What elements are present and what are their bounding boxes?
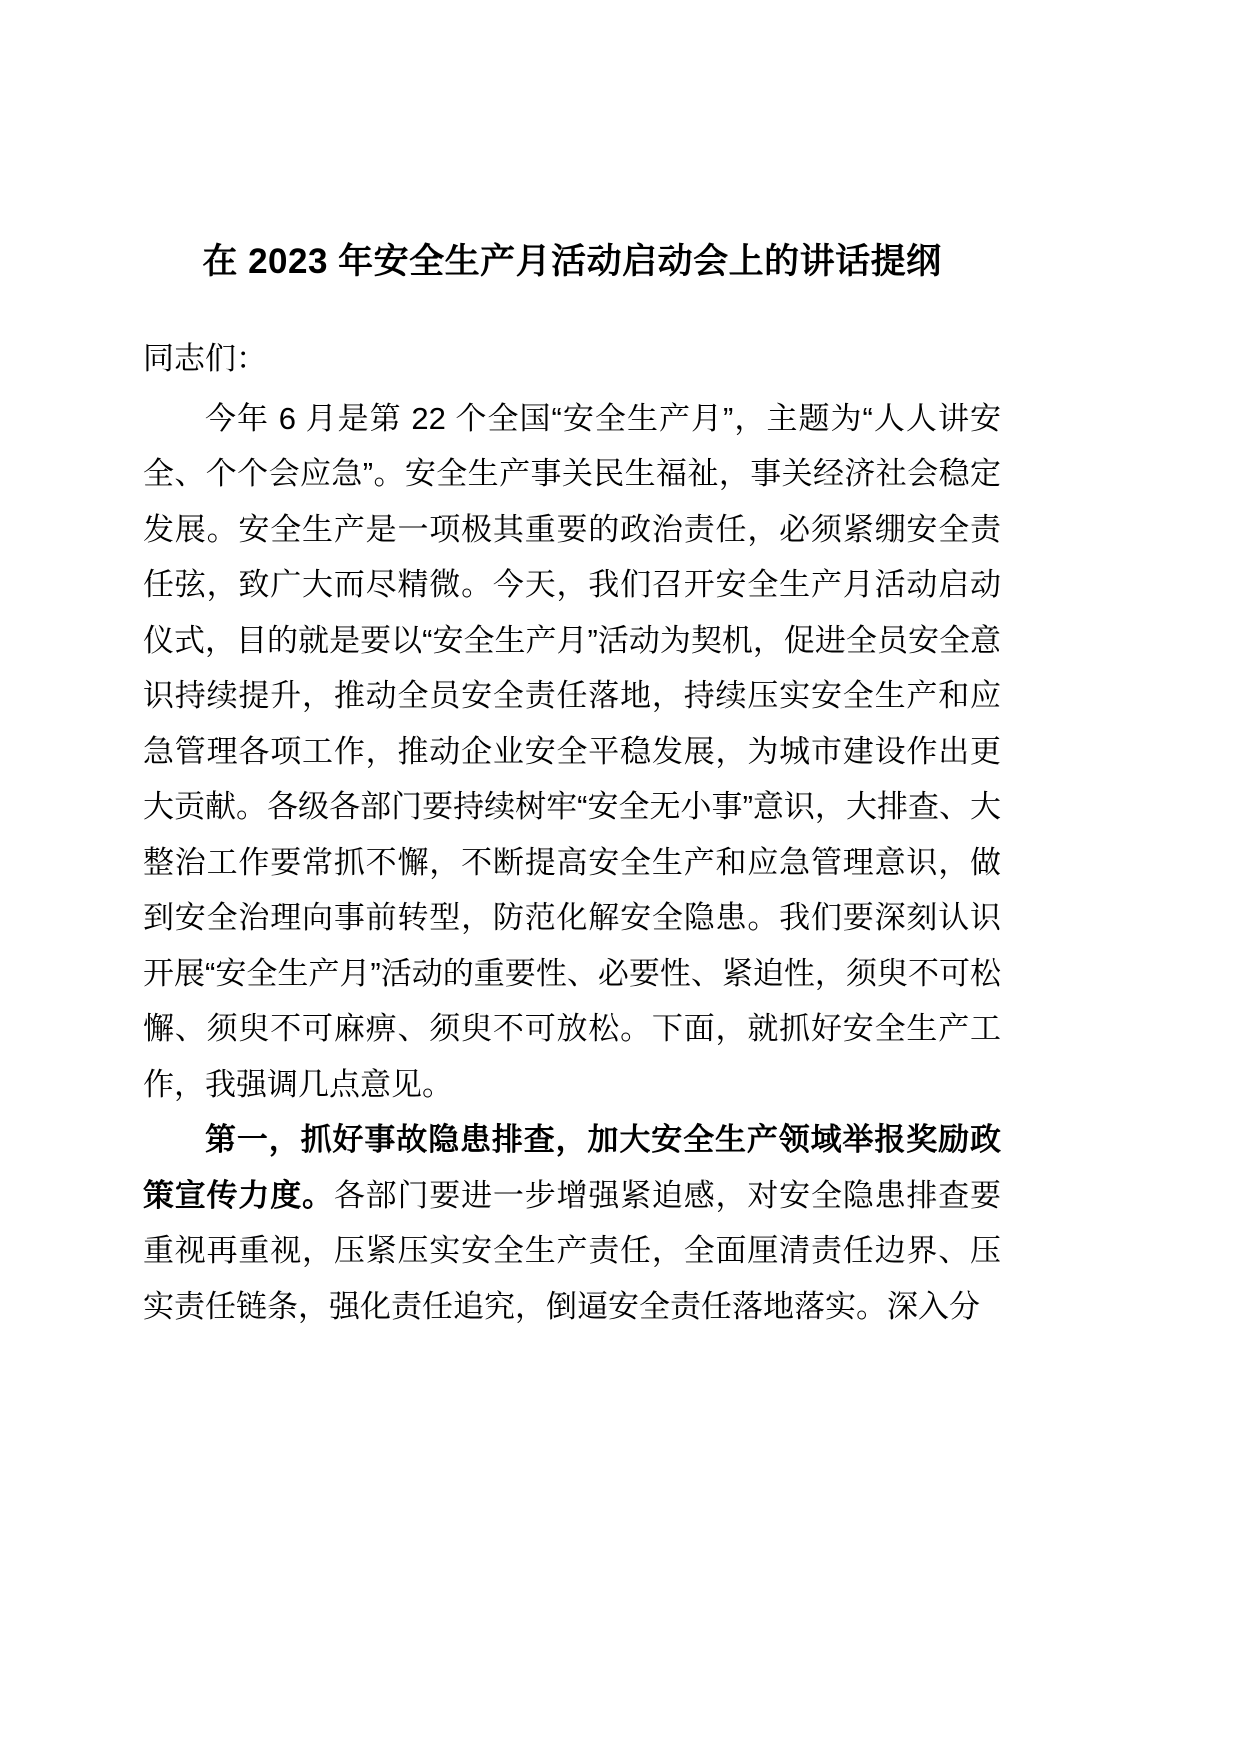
page-title: 在 2023 年安全生产月活动启动会上的讲话提纲 xyxy=(202,242,942,281)
paragraph-section-one xyxy=(143,1112,1001,1334)
section-one-body: 各部门要进一步增强紧迫感，对安全隐患排查要重视再重视，压紧压实安全生产责任，全面厘清责任边界、压实责任链条，强化责任追究，倒逼安全责任落地落实。深入分 xyxy=(143,1177,1002,1324)
document-content xyxy=(143,236,1001,1334)
salutation: 同志们： xyxy=(143,340,267,376)
section-one-heading: 第一，抓好事故隐患排查，加大安全生产领域举报奖励政策宣传力度。 xyxy=(143,1122,1001,1213)
paragraph-intro: 今年 6 月是第 22 个全国“安全生产月”，主题为“人人讲安全、个个会应急”。安全生产事关民生福祉，事关经济社会稳定发展。安全生产是一项极其重要的政治责任，必须紧绷安全责任弦，致广大而尽精微。今天，我们召开安全生产月活动启动仪式，目的就是要以“安全生产月”活动为契机，促进全员安全意识持续提升，推动全员安全责任落地，持续压实安全生产和应急管理各项工作，推动企业安全平稳发展，为城市建设作出更大贡献。各级各部门要持续树牢“安全无小事”意识，大排查、大整治工作要常抓不懈，不断提高安全生产和应急管理意识，做到安全治理向事前转型，防范化解安全隐患。我们要深刻认识开展“安全生产月”活动的重要性、必要性、紧迫性，须臾不可松懈、须臾不可麻痹、须臾不可放松。下面，就抓好安全生产工作，我强调几点意见。 xyxy=(143,400,1001,1102)
